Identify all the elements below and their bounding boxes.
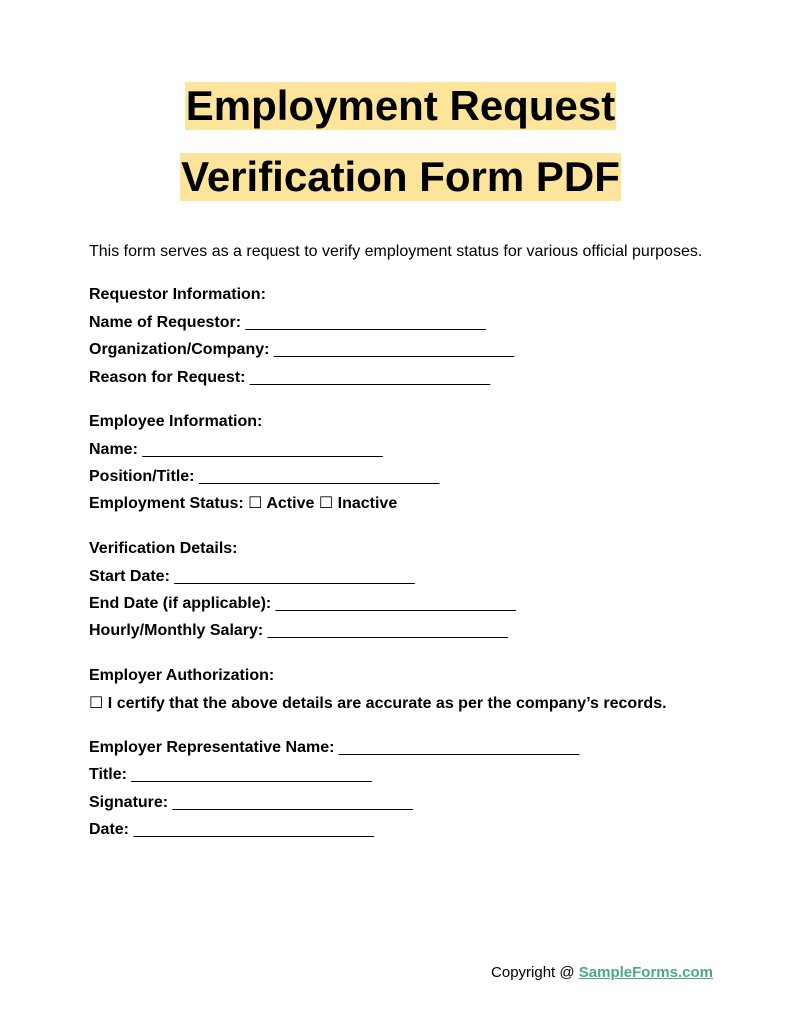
organization-input[interactable]: ___________________________ bbox=[273, 341, 515, 359]
requestor-name-field bbox=[89, 313, 729, 340]
start-date-input[interactable]: ___________________________ bbox=[174, 567, 415, 585]
employee-name-field bbox=[89, 440, 729, 467]
rep-name-field bbox=[89, 738, 729, 765]
inactive-checkbox[interactable]: ☐ bbox=[318, 495, 334, 513]
signature-input[interactable]: ___________________________ bbox=[172, 793, 413, 811]
certify-checkbox[interactable]: ☐ bbox=[89, 694, 104, 712]
field-label: End Date (if applicable): bbox=[89, 595, 272, 613]
title-line-1: Employment Request bbox=[185, 82, 616, 129]
field-label: Employer Representative Name: bbox=[89, 738, 335, 756]
start-date-field bbox=[89, 567, 729, 594]
verification-section bbox=[89, 539, 729, 649]
date-field bbox=[89, 820, 729, 847]
field-label: Employment Status: bbox=[89, 495, 244, 513]
rep-title-field bbox=[89, 765, 729, 792]
requestor-section bbox=[89, 285, 729, 395]
field-label: Name: bbox=[89, 440, 138, 458]
active-label: Active bbox=[266, 495, 315, 513]
field-label: Title: bbox=[89, 766, 127, 784]
active-checkbox[interactable]: ☐ bbox=[248, 495, 263, 513]
section-heading: Employer Authorization: bbox=[89, 666, 275, 684]
signature-field bbox=[89, 793, 729, 820]
rep-name-input[interactable]: ___________________________ bbox=[338, 738, 580, 756]
certify-field bbox=[89, 694, 729, 721]
field-label: Hourly/Monthly Salary: bbox=[89, 622, 264, 640]
position-input[interactable]: ___________________________ bbox=[198, 468, 440, 486]
field-label: Start Date: bbox=[89, 567, 170, 585]
section-heading: Employee Information: bbox=[89, 412, 263, 430]
date-input[interactable]: ___________________________ bbox=[133, 820, 374, 838]
field-label: Date: bbox=[89, 820, 130, 838]
section-heading: Requestor Information: bbox=[89, 286, 266, 303]
field-label: Name of Requestor: bbox=[89, 314, 242, 331]
end-date-field bbox=[89, 594, 729, 621]
salary-input[interactable]: ___________________________ bbox=[267, 622, 508, 640]
employee-name-input[interactable]: ___________________________ bbox=[142, 440, 383, 458]
intro-text: This form serves as a request to verify employment status for various official purposes. bbox=[89, 243, 703, 260]
form-body bbox=[89, 285, 729, 864]
field-label: Reason for Request: bbox=[89, 368, 246, 386]
position-field bbox=[89, 467, 729, 494]
field-label: Organization/Company: bbox=[89, 341, 270, 359]
section-heading: Verification Details: bbox=[89, 539, 238, 557]
page-title bbox=[0, 82, 801, 201]
reason-input[interactable]: ___________________________ bbox=[249, 368, 491, 386]
employment-status-field bbox=[89, 494, 729, 521]
requestor-name-input[interactable]: ___________________________ bbox=[245, 314, 486, 331]
field-label: Position/Title: bbox=[89, 468, 195, 486]
employee-section bbox=[89, 412, 729, 522]
copyright-footer bbox=[491, 963, 713, 983]
end-date-input[interactable]: ___________________________ bbox=[275, 595, 516, 613]
certify-label: I certify that the above details are accurate as per the company’s records. bbox=[107, 694, 667, 712]
salary-field bbox=[89, 621, 729, 648]
sampleforms-link[interactable]: SampleForms.com bbox=[578, 964, 713, 981]
inactive-label: Inactive bbox=[337, 495, 398, 513]
title-line-2: Verification Form PDF bbox=[181, 153, 620, 200]
reason-field bbox=[89, 368, 729, 395]
copyright-text: Copyright @ bbox=[491, 964, 575, 981]
representative-section bbox=[89, 738, 729, 847]
authorization-section bbox=[89, 666, 729, 721]
field-label: Signature: bbox=[89, 793, 169, 811]
rep-title-input[interactable]: ___________________________ bbox=[131, 766, 372, 784]
organization-field bbox=[89, 340, 729, 367]
